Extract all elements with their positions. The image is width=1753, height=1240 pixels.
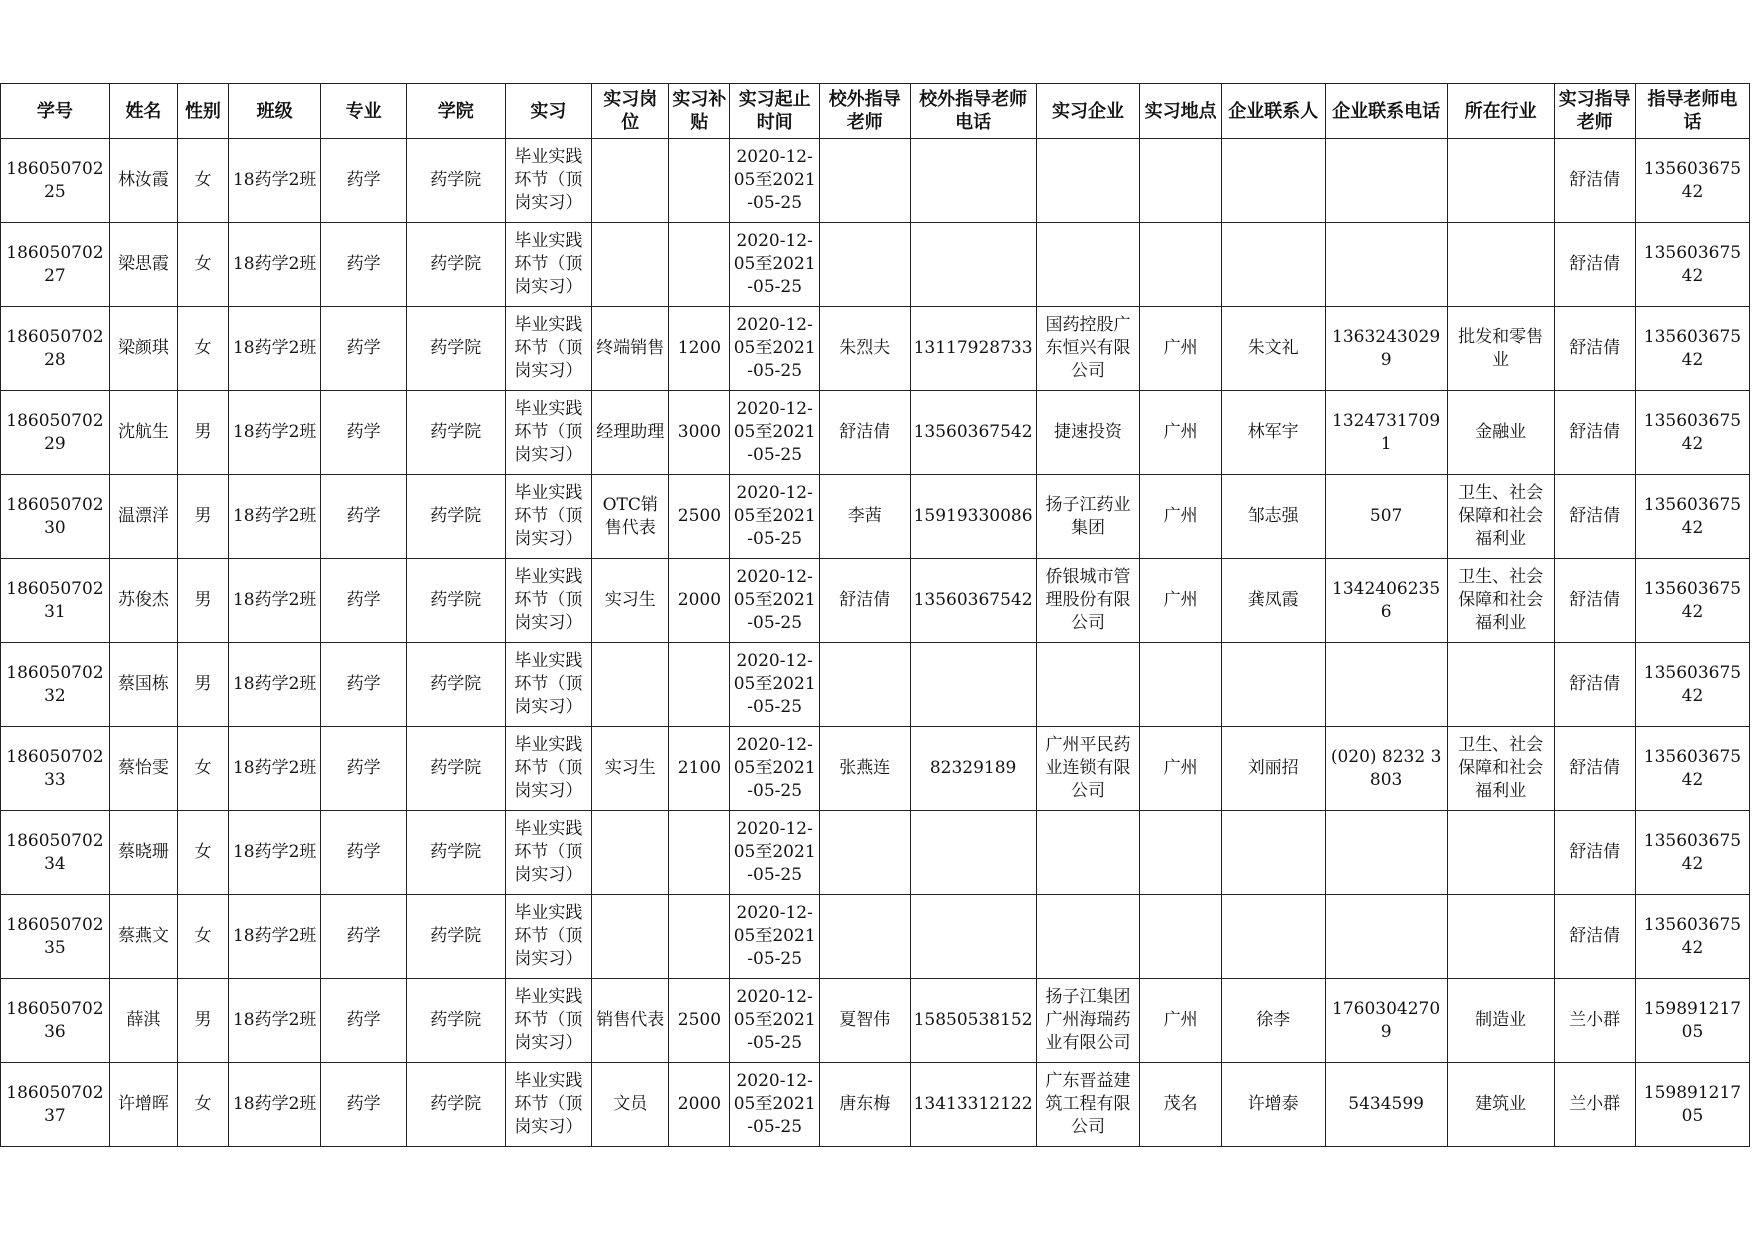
external-teacher-phone-cell [910,895,1036,979]
major-cell: 药学 [321,223,406,307]
contact-phone-cell [1325,895,1447,979]
gender-cell: 男 [178,391,229,475]
tutor-cell: 舒洁倩 [1554,811,1635,895]
header-industry: 所在行业 [1447,84,1554,139]
tutor-phone-cell: 15989121705 [1635,1063,1749,1147]
college-cell: 药学院 [406,643,505,727]
student-id-cell: 18605070231 [1,559,110,643]
subsidy-cell: 2000 [669,1063,730,1147]
tutor-phone-cell: 13560367542 [1635,559,1749,643]
post-cell: 销售代表 [592,979,669,1063]
contact-cell [1221,139,1325,223]
college-cell: 药学院 [406,307,505,391]
external-teacher-cell [819,643,910,727]
external-teacher-cell: 朱烈夫 [819,307,910,391]
tutor-phone-cell: 13560367542 [1635,727,1749,811]
contact-cell: 徐李 [1221,979,1325,1063]
company-cell: 国药控股广东恒兴有限公司 [1036,307,1140,391]
industry-cell: 卫生、社会保障和社会福利业 [1447,559,1554,643]
tutor-phone-cell: 13560367542 [1635,139,1749,223]
class-cell: 18药学2班 [228,391,321,475]
major-cell: 药学 [321,811,406,895]
class-cell: 18药学2班 [228,643,321,727]
post-cell [592,811,669,895]
contact-cell: 刘丽招 [1221,727,1325,811]
tutor-phone-cell: 13560367542 [1635,391,1749,475]
header-college: 学院 [406,84,505,139]
gender-cell: 女 [178,1063,229,1147]
contact-cell: 朱文礼 [1221,307,1325,391]
gender-cell: 女 [178,811,229,895]
internship-cell: 毕业实践环节（顶岗实习） [505,895,591,979]
header-tutor-phone: 指导老师电话 [1635,84,1749,139]
external-teacher-phone-cell: 82329189 [910,727,1036,811]
table-row [1,895,1750,979]
location-cell [1140,223,1221,307]
company-cell: 广东晋益建筑工程有限公司 [1036,1063,1140,1147]
college-cell: 药学院 [406,559,505,643]
table-row [1,307,1750,391]
name-cell: 林汝霞 [109,139,177,223]
internship-cell: 毕业实践环节（顶岗实习） [505,475,591,559]
header-contact-phone: 企业联系电话 [1325,84,1447,139]
major-cell: 药学 [321,643,406,727]
period-text: 2020-12-05至2021-05-25 [733,903,816,969]
period-cell [730,307,820,391]
name-cell: 蔡晓珊 [109,811,177,895]
industry-cell: 卫生、社会保障和社会福利业 [1447,727,1554,811]
period-text: 2020-12-05至2021-05-25 [733,399,816,465]
subsidy-cell: 2000 [669,559,730,643]
post-cell [592,223,669,307]
post-cell: 实习生 [592,727,669,811]
location-cell: 广州 [1140,391,1221,475]
post-cell [592,895,669,979]
contact-phone-cell: 13247317091 [1325,391,1447,475]
header-company: 实习企业 [1036,84,1140,139]
company-cell: 扬子江集团广州海瑞药业有限公司 [1036,979,1140,1063]
external-teacher-cell: 李茜 [819,475,910,559]
major-cell: 药学 [321,475,406,559]
subsidy-cell: 2500 [669,979,730,1063]
tutor-phone-cell: 15989121705 [1635,979,1749,1063]
major-cell: 药学 [321,1063,406,1147]
contact-phone-cell: 5434599 [1325,1063,1447,1147]
period-text: 2020-12-05至2021-05-25 [733,651,816,717]
name-cell: 许增晖 [109,1063,177,1147]
class-cell: 18药学2班 [228,139,321,223]
class-cell: 18药学2班 [228,895,321,979]
post-cell: 经理助理 [592,391,669,475]
subsidy-cell: 2500 [669,475,730,559]
tutor-cell: 兰小群 [1554,1063,1635,1147]
tutor-phone-cell: 13560367542 [1635,475,1749,559]
table-row [1,643,1750,727]
header-tutor: 实习指导老师 [1554,84,1635,139]
major-cell: 药学 [321,391,406,475]
contact-cell: 许增泰 [1221,1063,1325,1147]
tutor-phone-cell: 13560367542 [1635,811,1749,895]
external-teacher-cell: 舒洁倩 [819,559,910,643]
period-text: 2020-12-05至2021-05-25 [733,987,816,1053]
contact-phone-cell [1325,139,1447,223]
location-cell: 广州 [1140,559,1221,643]
contact-phone-cell [1325,223,1447,307]
period-text: 2020-12-05至2021-05-25 [733,147,816,213]
location-cell [1140,811,1221,895]
student-id-cell: 18605070234 [1,811,110,895]
major-cell: 药学 [321,307,406,391]
post-cell [592,139,669,223]
location-cell: 茂名 [1140,1063,1221,1147]
external-teacher-phone-cell: 15850538152 [910,979,1036,1063]
college-cell: 药学院 [406,139,505,223]
header-gender: 性别 [178,84,229,139]
header-row [1,84,1750,139]
internship-cell: 毕业实践环节（顶岗实习） [505,307,591,391]
class-cell: 18药学2班 [228,811,321,895]
table-row [1,139,1750,223]
internship-cell: 毕业实践环节（顶岗实习） [505,643,591,727]
location-cell: 广州 [1140,307,1221,391]
internship-cell: 毕业实践环节（顶岗实习） [505,1063,591,1147]
class-cell: 18药学2班 [228,559,321,643]
industry-cell: 卫生、社会保障和社会福利业 [1447,475,1554,559]
period-text: 2020-12-05至2021-05-25 [733,315,816,381]
contact-cell [1221,223,1325,307]
external-teacher-phone-cell: 13560367542 [910,559,1036,643]
industry-cell [1447,643,1554,727]
college-cell: 药学院 [406,475,505,559]
external-teacher-phone-cell [910,139,1036,223]
table-body [1,139,1750,1147]
external-teacher-cell: 张燕连 [819,727,910,811]
internship-cell: 毕业实践环节（顶岗实习） [505,727,591,811]
header-student-id: 学号 [1,84,110,139]
company-cell: 广州平民药业连锁有限公司 [1036,727,1140,811]
location-cell [1140,139,1221,223]
gender-cell: 男 [178,475,229,559]
subsidy-cell [669,643,730,727]
class-cell: 18药学2班 [228,307,321,391]
table-row [1,1063,1750,1147]
table-row [1,475,1750,559]
major-cell: 药学 [321,559,406,643]
contact-phone-cell: 13632430299 [1325,307,1447,391]
industry-cell [1447,895,1554,979]
tutor-phone-cell: 13560367542 [1635,643,1749,727]
college-cell: 药学院 [406,223,505,307]
company-cell: 捷速投资 [1036,391,1140,475]
external-teacher-phone-cell: 13560367542 [910,391,1036,475]
name-cell: 蔡燕文 [109,895,177,979]
class-cell: 18药学2班 [228,223,321,307]
gender-cell: 女 [178,139,229,223]
tutor-cell: 舒洁倩 [1554,727,1635,811]
student-id-cell: 18605070228 [1,307,110,391]
external-teacher-phone-cell [910,643,1036,727]
contact-cell: 龚凤霞 [1221,559,1325,643]
period-text: 2020-12-05至2021-05-25 [733,735,816,801]
period-cell [730,643,820,727]
external-teacher-phone-cell: 15919330086 [910,475,1036,559]
gender-cell: 男 [178,559,229,643]
student-id-cell: 18605070229 [1,391,110,475]
external-teacher-phone-cell [910,811,1036,895]
external-teacher-cell [819,811,910,895]
industry-cell: 金融业 [1447,391,1554,475]
contact-cell [1221,811,1325,895]
period-text: 2020-12-05至2021-05-25 [733,231,816,297]
name-cell: 沈航生 [109,391,177,475]
external-teacher-cell [819,895,910,979]
header-external-teacher: 校外指导老师 [819,84,910,139]
name-cell: 梁思霞 [109,223,177,307]
external-teacher-phone-cell: 13413312122 [910,1063,1036,1147]
industry-cell: 批发和零售业 [1447,307,1554,391]
name-cell: 蔡国栋 [109,643,177,727]
header-class: 班级 [228,84,321,139]
period-cell [730,139,820,223]
contact-phone-cell: (020) 8232 3803 [1325,727,1447,811]
gender-cell: 男 [178,643,229,727]
period-text: 2020-12-05至2021-05-25 [733,567,816,633]
name-cell: 梁颜琪 [109,307,177,391]
subsidy-cell: 1200 [669,307,730,391]
student-id-cell: 18605070227 [1,223,110,307]
gender-cell: 女 [178,223,229,307]
location-cell: 广州 [1140,475,1221,559]
student-id-cell: 18605070236 [1,979,110,1063]
internship-cell: 毕业实践环节（顶岗实习） [505,979,591,1063]
subsidy-cell [669,223,730,307]
internship-cell: 毕业实践环节（顶岗实习） [505,139,591,223]
tutor-cell: 舒洁倩 [1554,391,1635,475]
tutor-phone-cell: 13560367542 [1635,307,1749,391]
header-major: 专业 [321,84,406,139]
industry-cell [1447,139,1554,223]
external-teacher-cell [819,223,910,307]
major-cell: 药学 [321,895,406,979]
contact-phone-cell [1325,643,1447,727]
table-row [1,391,1750,475]
period-text: 2020-12-05至2021-05-25 [733,483,816,549]
gender-cell: 男 [178,979,229,1063]
industry-cell [1447,811,1554,895]
period-cell [730,727,820,811]
tutor-cell: 舒洁倩 [1554,559,1635,643]
tutor-cell: 舒洁倩 [1554,223,1635,307]
internship-cell: 毕业实践环节（顶岗实习） [505,223,591,307]
company-cell [1036,811,1140,895]
post-cell: OTC销售代表 [592,475,669,559]
post-cell: 文员 [592,1063,669,1147]
contact-cell [1221,895,1325,979]
name-cell: 温漂洋 [109,475,177,559]
external-teacher-phone-cell [910,223,1036,307]
location-cell [1140,895,1221,979]
gender-cell: 女 [178,727,229,811]
header-location: 实习地点 [1140,84,1221,139]
name-cell: 苏俊杰 [109,559,177,643]
tutor-cell: 兰小群 [1554,979,1635,1063]
subsidy-cell [669,139,730,223]
external-teacher-cell: 唐东梅 [819,1063,910,1147]
class-cell: 18药学2班 [228,979,321,1063]
period-cell [730,979,820,1063]
company-cell [1036,895,1140,979]
college-cell: 药学院 [406,1063,505,1147]
college-cell: 药学院 [406,727,505,811]
internship-cell: 毕业实践环节（顶岗实习） [505,391,591,475]
tutor-phone-cell: 13560367542 [1635,223,1749,307]
table-row [1,727,1750,811]
industry-cell [1447,223,1554,307]
industry-cell: 建筑业 [1447,1063,1554,1147]
internship-cell: 毕业实践环节（顶岗实习） [505,811,591,895]
college-cell: 药学院 [406,895,505,979]
table-row [1,559,1750,643]
name-cell: 蔡怡雯 [109,727,177,811]
industry-cell: 制造业 [1447,979,1554,1063]
student-id-cell: 18605070232 [1,643,110,727]
period-cell [730,1063,820,1147]
period-cell [730,391,820,475]
external-teacher-cell: 舒洁倩 [819,391,910,475]
student-id-cell: 18605070237 [1,1063,110,1147]
major-cell: 药学 [321,139,406,223]
contact-phone-cell: 507 [1325,475,1447,559]
contact-phone-cell [1325,811,1447,895]
subsidy-cell [669,895,730,979]
contact-cell: 林军宇 [1221,391,1325,475]
table-row [1,223,1750,307]
student-id-cell: 18605070233 [1,727,110,811]
college-cell: 药学院 [406,811,505,895]
post-cell [592,643,669,727]
tutor-cell: 舒洁倩 [1554,307,1635,391]
tutor-phone-cell: 13560367542 [1635,895,1749,979]
external-teacher-phone-cell: 13117928733 [910,307,1036,391]
internship-cell: 毕业实践环节（顶岗实习） [505,559,591,643]
tutor-cell: 舒洁倩 [1554,475,1635,559]
external-teacher-cell [819,139,910,223]
header-external-teacher-phone: 校外指导老师电话 [910,84,1036,139]
location-cell: 广州 [1140,979,1221,1063]
table-row [1,979,1750,1063]
subsidy-cell: 3000 [669,391,730,475]
period-cell [730,895,820,979]
company-cell: 扬子江药业集团 [1036,475,1140,559]
period-text: 2020-12-05至2021-05-25 [733,819,816,885]
company-cell: 侨银城市管理股份有限公司 [1036,559,1140,643]
period-cell [730,223,820,307]
internship-table [0,83,1750,1147]
major-cell: 药学 [321,979,406,1063]
company-cell [1036,223,1140,307]
header-post: 实习岗位 [592,84,669,139]
post-cell: 终端销售 [592,307,669,391]
contact-phone-cell: 13424062356 [1325,559,1447,643]
header-name: 姓名 [109,84,177,139]
period-cell [730,811,820,895]
contact-cell: 邹志强 [1221,475,1325,559]
class-cell: 18药学2班 [228,1063,321,1147]
student-id-cell: 18605070235 [1,895,110,979]
major-cell: 药学 [321,727,406,811]
student-id-cell: 18605070230 [1,475,110,559]
location-cell: 广州 [1140,727,1221,811]
college-cell: 药学院 [406,979,505,1063]
location-cell [1140,643,1221,727]
subsidy-cell [669,811,730,895]
contact-phone-cell: 17603042709 [1325,979,1447,1063]
student-id-cell: 18605070225 [1,139,110,223]
company-cell [1036,643,1140,727]
class-cell: 18药学2班 [228,727,321,811]
period-cell [730,475,820,559]
company-cell [1036,139,1140,223]
tutor-cell: 舒洁倩 [1554,139,1635,223]
post-cell: 实习生 [592,559,669,643]
table-row [1,811,1750,895]
header-period: 实习起止时间 [730,84,820,139]
college-cell: 药学院 [406,391,505,475]
header-subsidy: 实习补贴 [669,84,730,139]
name-cell: 薛淇 [109,979,177,1063]
period-text: 2020-12-05至2021-05-25 [733,1071,816,1137]
gender-cell: 女 [178,307,229,391]
subsidy-cell: 2100 [669,727,730,811]
period-cell [730,559,820,643]
tutor-cell: 舒洁倩 [1554,643,1635,727]
external-teacher-cell: 夏智伟 [819,979,910,1063]
header-contact: 企业联系人 [1221,84,1325,139]
tutor-cell: 舒洁倩 [1554,895,1635,979]
class-cell: 18药学2班 [228,475,321,559]
header-internship: 实习 [505,84,591,139]
gender-cell: 女 [178,895,229,979]
contact-cell [1221,643,1325,727]
